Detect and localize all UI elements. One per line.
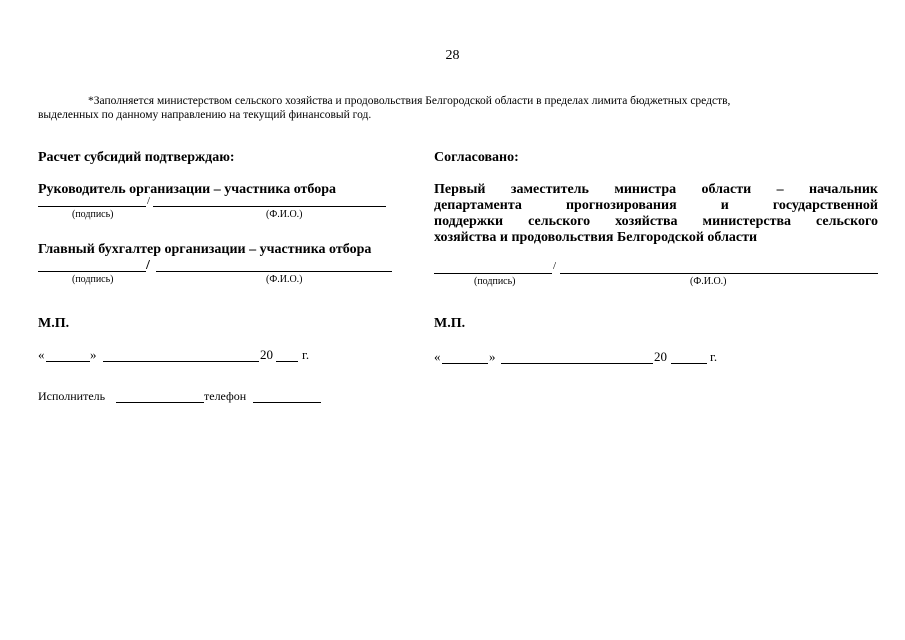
head-name-line[interactable]	[153, 206, 386, 207]
accountant-label: Главный бухгалтер организации – участника отбора	[38, 242, 372, 257]
left-date-open: «	[38, 347, 45, 362]
right-day-line[interactable]	[442, 363, 488, 364]
footnote-line-1: *Заполняется министерством сельского хозяйства и продовольствия Белгородской области в пределах лимита бюджетных средств,	[88, 95, 731, 107]
right-name-line[interactable]	[560, 273, 878, 274]
right-heading: Согласовано:	[434, 150, 519, 165]
position-line-1: Первый заместитель министра области – начальник	[434, 182, 878, 197]
left-day-line[interactable]	[46, 361, 90, 362]
right-slash: /	[553, 260, 557, 272]
right-date-open: «	[434, 349, 441, 364]
position-line-4: хозяйства и продовольствия Белгородской области	[434, 230, 758, 245]
executor-label: Исполнитель	[38, 389, 106, 403]
left-stamp: М.П.	[38, 316, 70, 331]
head-slash: /	[147, 195, 151, 207]
left-month-line[interactable]	[103, 361, 259, 362]
right-name-caption: (Ф.И.О.)	[690, 276, 727, 287]
page-number: 28	[445, 48, 460, 63]
phone-label: телефон	[204, 389, 247, 403]
left-heading: Расчет субсидий подтверждаю:	[38, 150, 235, 165]
phone-line[interactable]	[253, 402, 321, 403]
left-date-close: »	[90, 347, 97, 362]
left-year-line[interactable]	[276, 361, 298, 362]
position-line-3: поддержки сельского хозяйства министерства сельского	[434, 214, 878, 229]
head-signature-line[interactable]	[38, 206, 146, 207]
head-name-caption: (Ф.И.О.)	[266, 209, 303, 220]
right-signature-line[interactable]	[434, 273, 552, 274]
head-signature-caption: (подпись)	[72, 209, 114, 220]
left-year-prefix: 20	[260, 347, 273, 362]
accountant-slash: /	[146, 258, 150, 273]
accountant-signature-caption: (подпись)	[72, 274, 114, 285]
right-stamp: М.П.	[434, 316, 466, 331]
right-year-line[interactable]	[671, 363, 707, 364]
right-year-suffix: г.	[710, 349, 718, 364]
left-year-suffix: г.	[302, 347, 310, 362]
accountant-signature-line[interactable]	[38, 271, 146, 272]
executor-line[interactable]	[116, 402, 204, 403]
right-date-close: »	[489, 349, 496, 364]
right-year-prefix: 20	[654, 349, 667, 364]
footnote-line-2: выделенных по данному направлению на текущий финансовый год.	[38, 109, 372, 121]
right-month-line[interactable]	[501, 363, 653, 364]
accountant-name-line[interactable]	[156, 271, 392, 272]
head-org-label: Руководитель организации – участника отбора	[38, 182, 337, 197]
right-signature-caption: (подпись)	[474, 276, 516, 287]
accountant-name-caption: (Ф.И.О.)	[266, 274, 303, 285]
position-line-2: департамента прогнозирования и государственной	[434, 198, 878, 213]
